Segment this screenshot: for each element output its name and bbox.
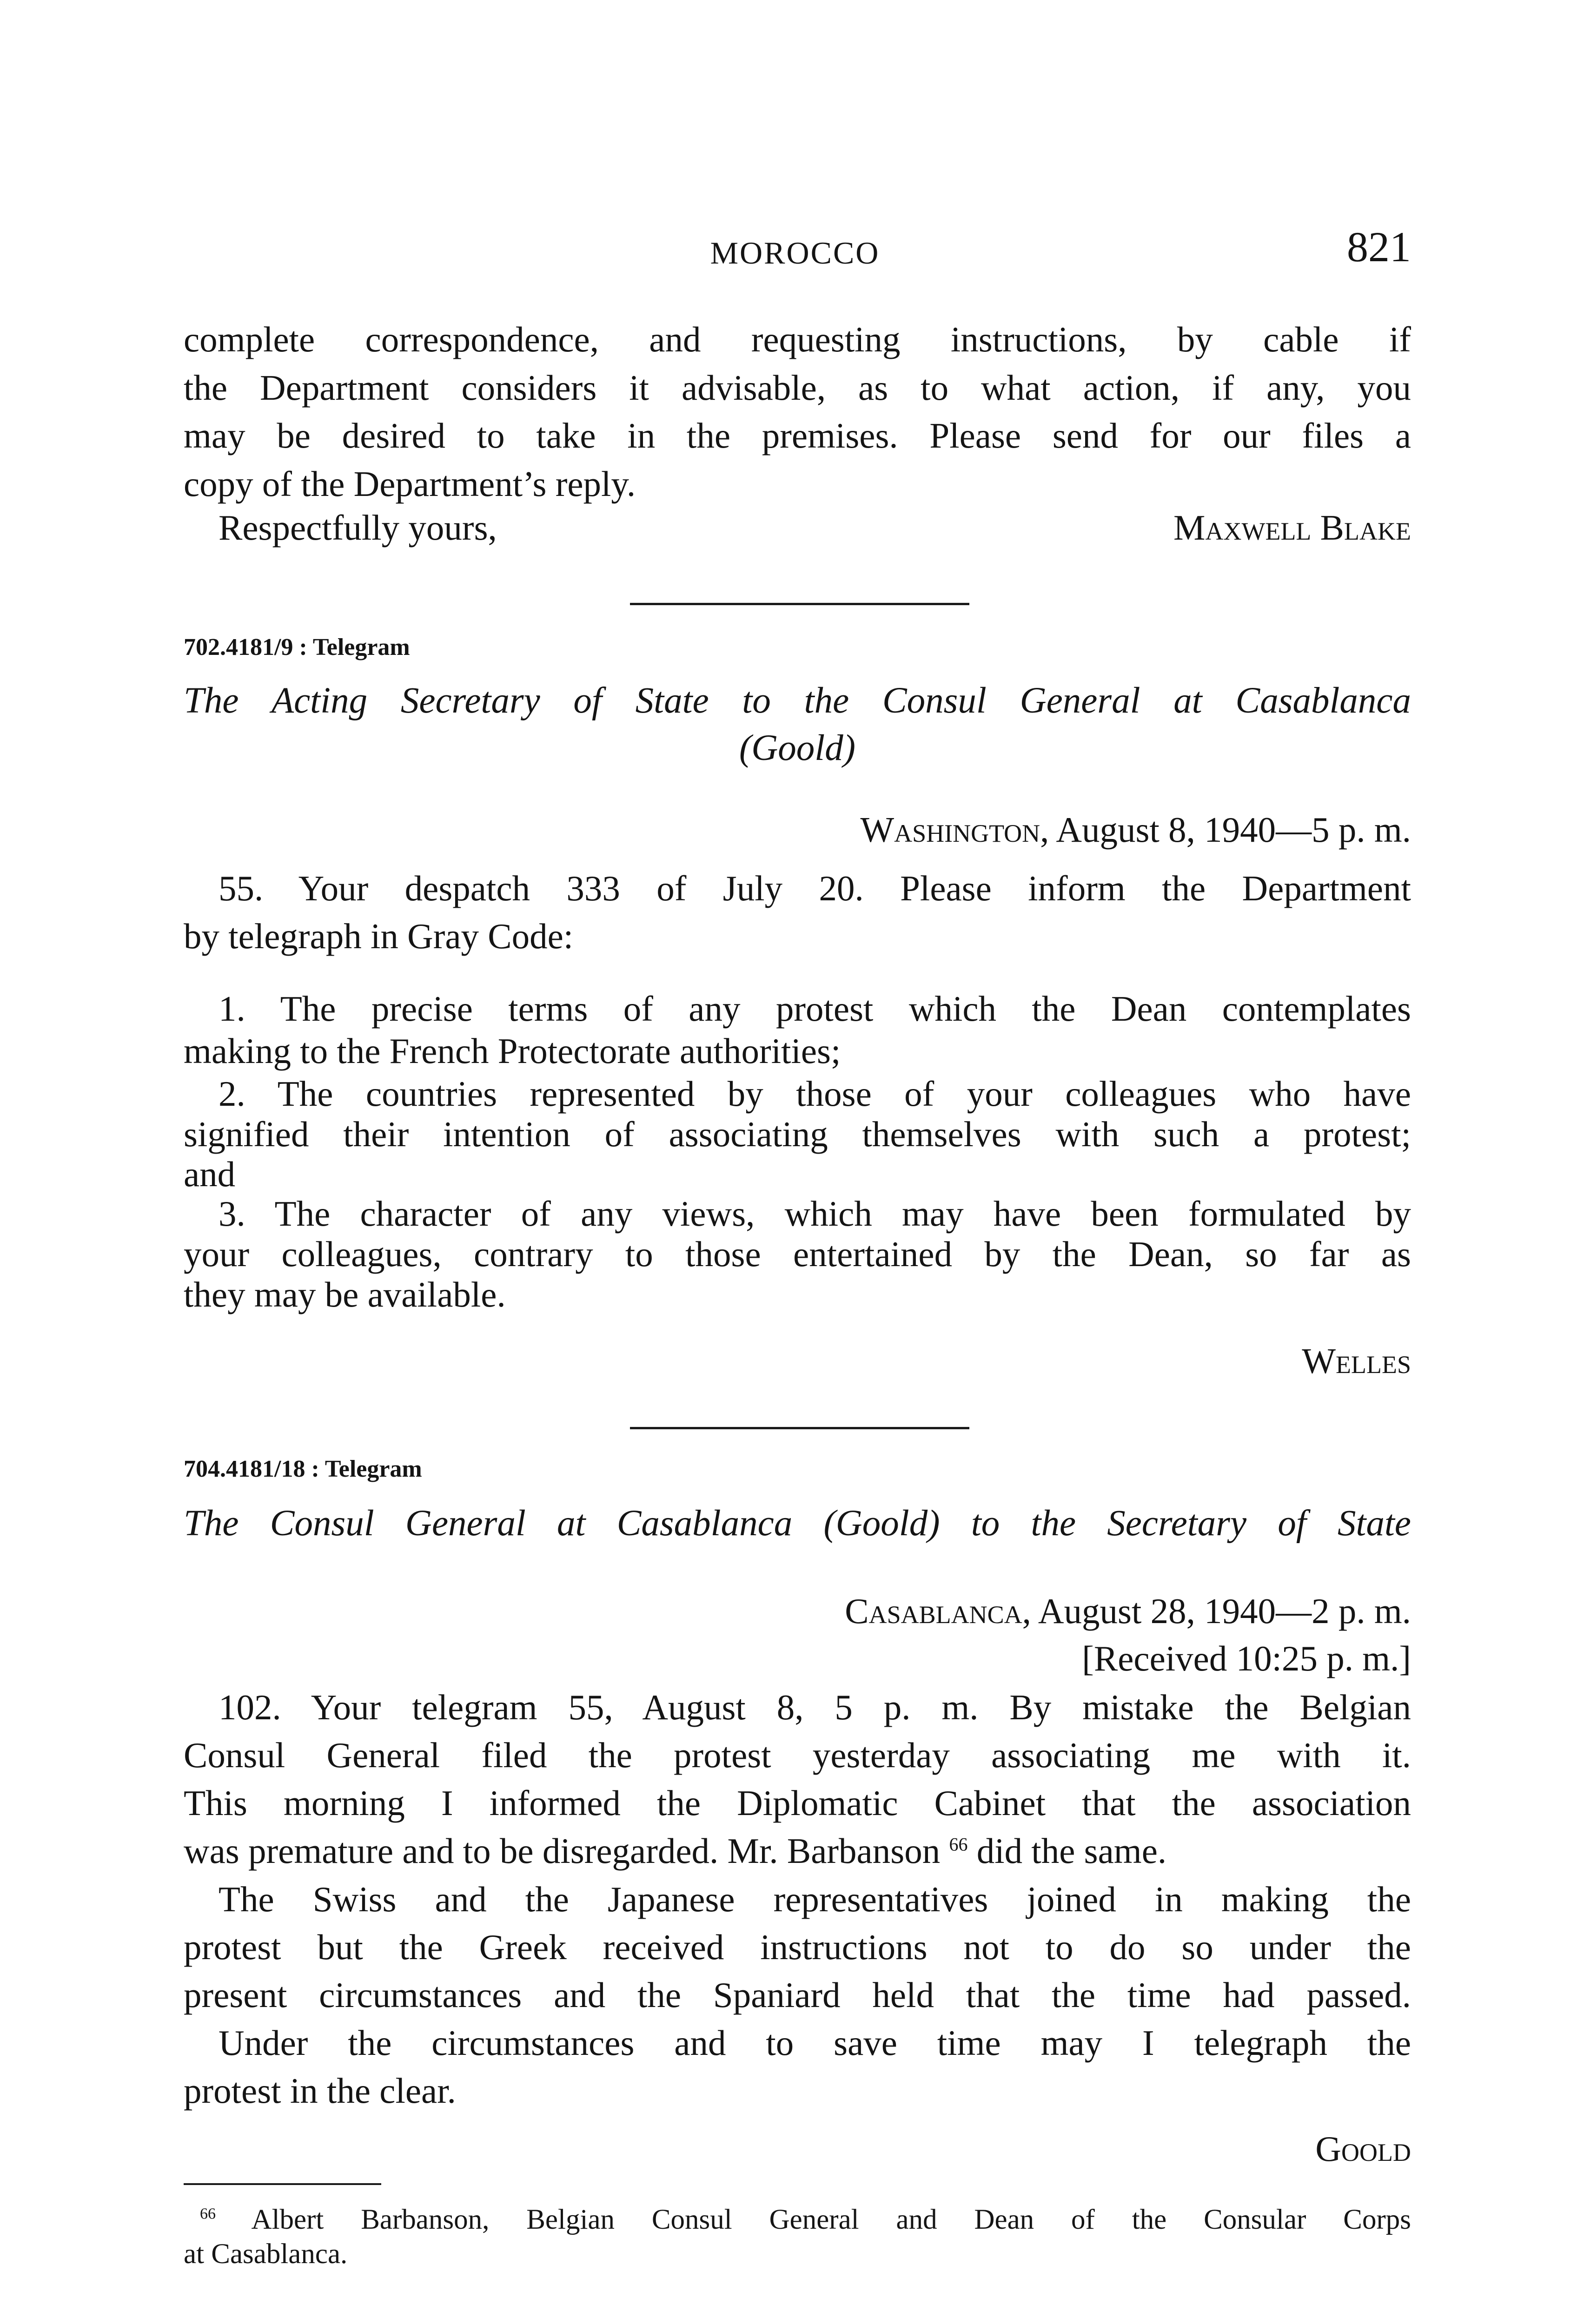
body-line: Under the circumstances and to save time may I telegraph the — [219, 2023, 1411, 2063]
dateline-place: Casablanca, — [845, 1591, 1031, 1631]
document-title: The Consul General at Casablanca (Goold) to the Secretary of State — [184, 1503, 1411, 1544]
item-line: your colleagues, contrary to those entertained by the Dean, so far as — [184, 1234, 1411, 1274]
body-line: copy of the Department’s reply. — [184, 464, 636, 504]
footnote-number: 66 — [200, 2205, 216, 2223]
file-reference: 702.4181/9 : Telegram — [184, 634, 410, 660]
footnote-divider — [184, 2183, 381, 2185]
body-line: by telegraph in Gray Code: — [184, 916, 574, 956]
dateline-place: Washington, — [860, 810, 1049, 850]
body-line: 55. Your despatch 333 of July 20. Please inform the Department — [219, 868, 1411, 908]
dateline — [184, 807, 1411, 852]
running-title: MOROCCO — [710, 235, 880, 271]
body-line: The Swiss and the Japanese representatives joined in making the — [219, 1879, 1411, 1919]
body-text: was premature and to be disregarded. Mr. Barbanson — [184, 1831, 941, 1871]
footnote-line — [200, 2203, 1411, 2237]
body-line: protest but the Greek received instructions not to do so under the — [184, 1927, 1411, 1967]
salutation: Respectfully yours, — [219, 508, 497, 548]
item-line: and — [184, 1154, 236, 1194]
body-line: the Department considers it advisable, as to what action, if any, you — [184, 368, 1411, 408]
signature-welles: Welles — [1302, 1341, 1411, 1381]
item-line: making to the French Protectorate authorities; — [184, 1031, 841, 1071]
body-line: present circumstances and the Spaniard held that the time had passed. — [184, 1975, 1411, 2015]
document-title-cont: (Goold) — [739, 728, 856, 768]
item-line: 3. The character of any views, which may have been formulated by — [219, 1194, 1411, 1234]
item-line: they may be available. — [184, 1274, 506, 1314]
body-line: Consul General filed the protest yesterday associating me with it. — [184, 1735, 1411, 1775]
file-reference: 704.4181/18 : Telegram — [184, 1456, 422, 1482]
item-line: 2. The countries represented by those of your colleagues who have — [219, 1074, 1411, 1114]
section-divider — [630, 603, 969, 605]
body-line: complete correspondence, and requesting instructions, by cable if — [184, 319, 1411, 359]
section-divider — [630, 1427, 969, 1429]
dateline-date: August 28, 1940—2 p. m. — [1038, 1591, 1411, 1631]
body-line: 102. Your telegram 55, August 8, 5 p. m. By mistake the Belgian — [219, 1687, 1411, 1727]
footnote-text: Albert Barbanson, Belgian Consul General and Dean of the Consular Corps — [251, 2204, 1411, 2235]
footnote-reference[interactable]: 66 — [949, 1834, 968, 1855]
item-line: signified their intention of associating themselves with such a protest; — [184, 1114, 1411, 1154]
body-line — [184, 1829, 1411, 1873]
dateline-date: August 8, 1940—5 p. m. — [1056, 810, 1411, 850]
page-number: 821 — [1347, 223, 1411, 271]
document-title: The Acting Secretary of State to the Consul General at Casablanca — [184, 680, 1411, 721]
dateline — [184, 1589, 1411, 1633]
body-text: did the same. — [967, 1831, 1167, 1871]
item-line: 1. The precise terms of any protest which the Dean contemplates — [219, 989, 1411, 1029]
signature-goold: Goold — [1315, 2129, 1411, 2169]
body-line: This morning I informed the Diplomatic Cabinet that the association — [184, 1783, 1411, 1823]
received-note: [Received 10:25 p. m.] — [1082, 1638, 1411, 1678]
body-line: protest in the clear. — [184, 2071, 456, 2111]
footnote-line: at Casablanca. — [184, 2238, 348, 2270]
body-line: may be desired to take in the premises. Please send for our files a — [184, 416, 1411, 456]
signature-blake: Maxwell Blake — [1173, 508, 1411, 548]
